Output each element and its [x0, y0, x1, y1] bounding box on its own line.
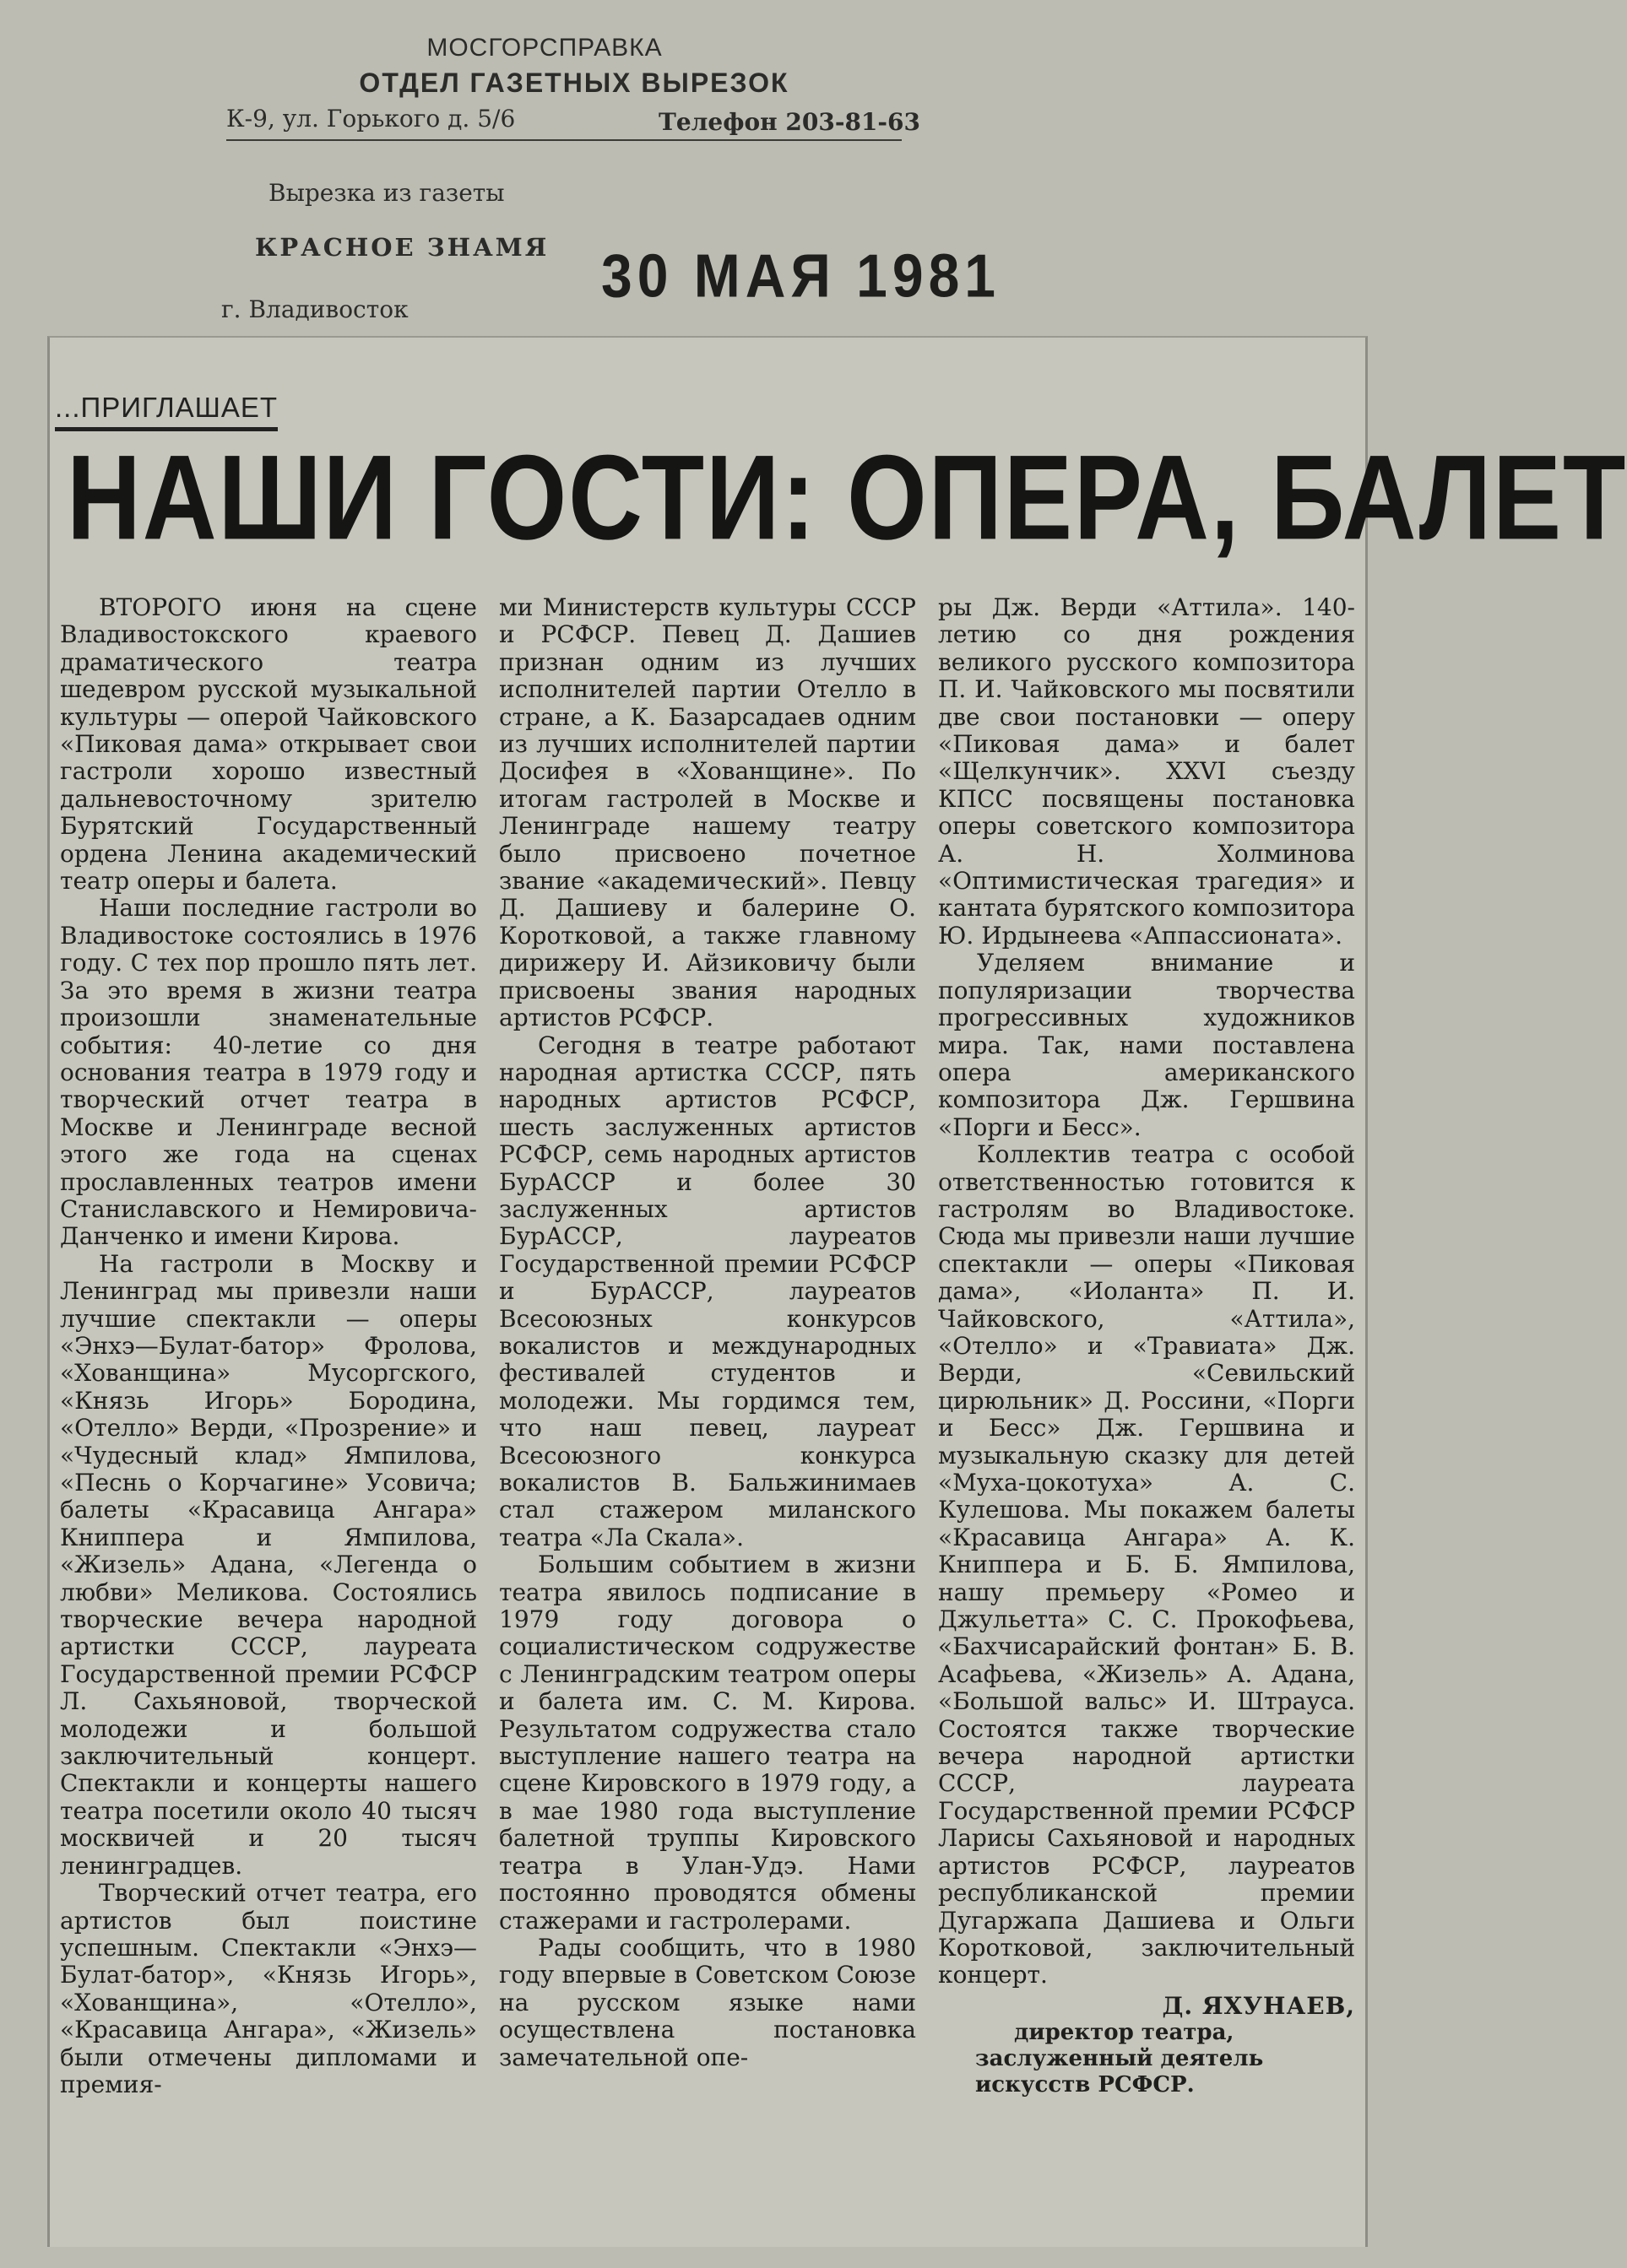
section-kicker: ...ПРИГЛАШАЕТ: [55, 392, 278, 431]
paragraph: ми Министерств культуры СССР и РСФСР. Певец Д. Дашиев признан одним из лучших исполнителей партии Отелло в стране, а К. Базарсадаев одним из лучших исполнителей партии Досифея в «Хованщине». По итогам гастролей в Москве и Ленинграде нашему театру было присвоено почетное звание «академический». Певцу Д. Дашиеву и балерине О. Коротковой, а также главному дирижеру И. Айзиковичу были присвоены звания народных артистов РСФСР.: [499, 593, 916, 1032]
newspaper-city: г. Владивосток: [221, 295, 409, 323]
paragraph: Коллектив театра с особой ответственностью готовится к гастролям во Владивостоке. Сюда мы привезли наши лучшие спектакли — оперы «Пиковая дама», «Иоланта» П. И. Чайковского, «Аттила», «Отелло» и «Травиата» Дж. Верди, «Севильский цирюльник» Д. Россини, «Порги и Бесс» Дж. Гершвина и музыкальную сказку для детей «Муха-цокотуха» А. С. Кулешова. Мы покажем балеты «Красавица Ангара» А. К. Книппера и Б. Б. Ямпилова, нашу премьеру «Ромео и Джульетта» С. С. Прокофьева, «Бахчисарайский фонтан» Б. В. Асафьева, «Жизель» А. Адана, «Большой вальс» И. Штрауса. Состоятся также творческие вечера народной артистки СССР, лауреата Государственной премии РСФСР Ларисы Сахьяновой и народных артистов РСФСР, лауреатов республиканской премии Дугаржапа Дашиева и Ольги Коротковой, заключительный концерт.: [938, 1140, 1355, 1989]
stamp-phone: Телефон 203-81-63: [659, 108, 920, 136]
clipping-service-stamp: [0, 0, 1391, 338]
author-name: Д. ЯХУНАЕВ,: [1162, 1991, 1355, 2020]
newspaper-clipping: [47, 336, 1627, 2247]
column-2: [499, 594, 916, 2240]
column-1: [60, 594, 477, 2240]
stamp-department: ОТДЕЛ ГАЗЕТНЫХ ВЫРЕЗОК: [359, 68, 789, 98]
paragraph: Творческий отчет театра, его артистов был поистине успешным. Спектакли «Энхэ—Булат-батор», «Князь Игорь», «Хованщина», «Отелло», «Красавица Ангара», «Жизель» были отмечены дипломами и премия-: [60, 1879, 477, 2098]
paragraph: ры Дж. Верди «Аттила». 140-летию со дня рождения великого русского композитора П. И. Чайковского мы посвятили две свои постановки — оперу «Пиковая дама» и балет «Щелкунчик». XXVI съезду КПСС посвящены постановка оперы советского композитора А. Н. Холминова «Оптимистическая трагедия» и кантата бурятского композитора Ю. Ирдынеева «Аппассионата».: [938, 593, 1355, 950]
headline: НАШИ ГОСТИ: ОПЕРА, БАЛЕТ: [67, 429, 1627, 565]
stamp-address: К-9, ул. Горького д. 5/6: [226, 105, 516, 133]
column-3: [938, 594, 1355, 2240]
article-body: [50, 594, 1365, 2240]
paragraph: Большим событием в жизни театра явилось подписание в 1979 году договора о социалистическом содружестве с Ленинградским театром оперы и балета им. С. М. Кирова. Результатом содружества стало выступление нашего театра на сцене Кировского в 1979 году, а в мае 1980 года выступление балетной труппы Кировского театра в Улан-Удэ. Нами постоянно проводятся обмены стажерами и гастролерами.: [499, 1551, 916, 1935]
paragraph: Рады сообщить, что в 1980 году впервые в Советском Союзе на русском языке нами осуществлена постановка замечательной опе-: [499, 1933, 916, 2071]
paragraph: Уделяем внимание и популяризации творчества прогрессивных художников мира. Так, нами поставлена опера американского композитора Дж. Гершвина «Порги и Бесс».: [938, 949, 1355, 1141]
paragraph: Наши последние гастроли во Владивостоке состоялись в 1976 году. С тех пор прошло пять лет. За это время в жизни театра произошли знаменательные события: 40-летие со дня основания театра в 1979 году и творческий отчет театра в Москве и Ленинграде весной этого же года на сценах прославленных театров имени Станиславского и Немировича-Данченко и имени Кирова.: [60, 894, 477, 1251]
paragraph: Сегодня в театре работают народная артистка СССР, пять народных артистов РСФСР, шесть заслуженных артистов РСФСР, семь народных артистов БурАССР и более 30 заслуженных артистов БурАССР, лауреатов Государственной премии РСФСР и БурАССР, лауреатов Всесоюзных конкурсов вокалистов и международных фестивалей студентов и молодежи. Мы гордимся тем, что наш певец, лауреат Всесоюзного конкурса вокалистов В. Бальжинимаев стал стажером миланского театра «Ла Скала».: [499, 1031, 916, 1551]
stamp-org: МОСГОРСПРАВКА: [426, 34, 663, 62]
date-stamp: 30 МАЯ 1981: [601, 241, 1001, 310]
newspaper-name: КРАСНОЕ ЗНАМЯ: [255, 233, 550, 262]
paragraph: ВТОРОГО июня на сцене Владивостокского краевого драматического театра шедевром русской музыкальной культуры — оперой Чайковского «Пиковая дама» открывает свои гастроли хорошо известный дальневосточному зрителю Бурятский Государственный ордена Ленина академический театр оперы и балета.: [60, 593, 477, 896]
cut-label: Вырезка из газеты: [268, 179, 505, 207]
paragraph: На гастроли в Москву и Ленинград мы привезли наши лучшие спектакли — оперы «Энхэ—Булат-батор» Фролова, «Хованщина» Мусоргского, «Князь Игорь» Бородина, «Отелло» Верди, «Прозрение» и «Чудесный клад» Ямпилова, «Песнь о Корчагине» Усовича; балеты «Красавица Ангара» Книппера и Ямпилова, «Жизель» Адана, «Легенда о любви» Меликова. Состоялись творческие вечера народной артистки СССР, лауреата Государственной премии РСФСР Л. Сахьяновой, творческой молодежи и большой заключительный концерт. Спектакли и концерты нашего театра посетили около 40 тысяч москвичей и 20 тысяч ленинградцев.: [60, 1249, 477, 1880]
author-title: директор театра, заслуженный деятель искусств РСФСР.: [975, 2020, 1264, 2098]
stamp-divider: [226, 139, 902, 141]
